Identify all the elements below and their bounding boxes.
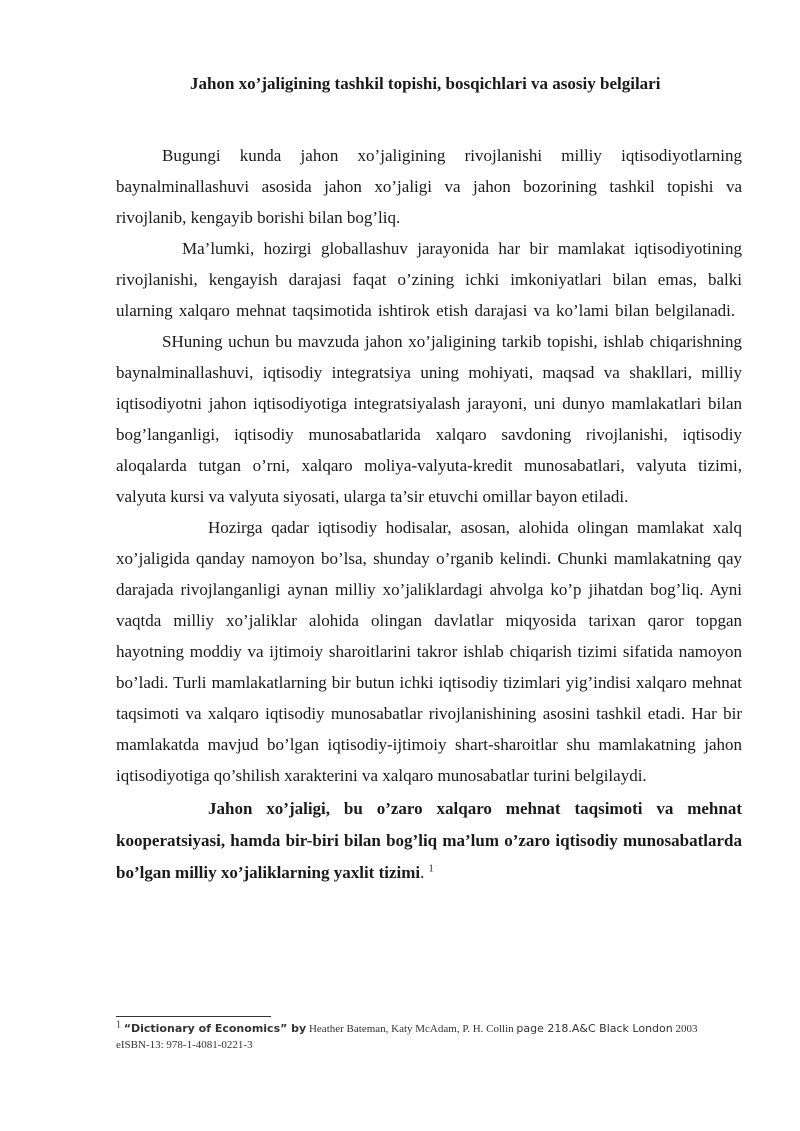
definition-text: Jahon xo’jaligi, bu o’zaro xalqaro mehnat taqsimoti va mehnat kooperatsiyasi, hamda bir-biri bilan bog’liq ma’lum o’zaro iqtisodiy munosabatlarda bo’lgan milliy xo’jaliklarning yaxlit tizimi — [116, 799, 742, 882]
footnote-year: 2003 — [675, 1023, 698, 1035]
paragraph-3: SHuning uchun bu mavzuda jahon xo’jaligining tarkib topishi, ishlab chiqarishning baynalminallashuvi, iqtisodiy integratsiya uning mohiyati, maqsad va shakllari, milliy iqtisodiyotni jahon iqtisodiyotiga integratsiyalash jarayoni, uni dunyo mamlakatlari bilan bog’langanligi, iqtisodiy munosabatlarida xalqaro savdoning rivojlanishi, iqtisodiy aloqalarda tutgan o’rni, xalqaro moliya-valyuta-kredit munosabatlari, valyuta tizimi, valyuta kursi va valyuta siyosati, ularga ta’sir etuvchi omillar bayon etiladi. — [116, 332, 742, 506]
paragraph-2: Ma’lumki, hozirgi globallashuv jarayonida har bir mamlakat iqtisodiyotining rivojlanishi, kengayish darajasi faqat o’zining ichki imkoniyatlari bilan emas, balki ularning xalqaro mehnat taqsimotida ishtirok etish darajasi va ko’lami bilan belgilanadi. — [116, 239, 742, 320]
document-body — [116, 140, 742, 889]
paragraph-4: Hozirga qadar iqtisodiy hodisalar, asosan, alohida olingan mamlakat xalq xo’jaligida qanday namoyon bo’lsa, shunday o’rganib kelindi. Chunki mamlakatning qay darajada rivojlanganligi aynan milliy xo’jaliklardagi ahvolga ko’p jihatdan bog’liq. Ayni vaqtda milliy xo’jaliklar alohida olingan davlatlar miqyosida tarixan qaror topgan hayotning moddiy va ijtimoiy sharoitlarini takror ishlab chiqarish tizimi sifatida namoyon bo’ladi. Turli mamlakatlarning bir butun ichki iqtisodiy tizimlari yig’indisi xalqaro mehnat taqsimoti va xalqaro iqtisodiy munosabatlar rivojlanishining asosini tashkil etadi. Har bir mamlakatda mavjud bo’lgan iqtisodiy-ijtimoiy shart-sharoitlar shu mamlakatning jahon iqtisodiyotiga qo’shilish xarakterini va xalqaro munosabatlar turini belgilaydi. — [116, 518, 742, 785]
document-title: Jahon xo’jaligining tashkil topishi, bosqichlari va asosiy belgilari — [190, 74, 661, 93]
footnote-number: 1 — [116, 1019, 121, 1031]
footnote-divider — [116, 1016, 271, 1017]
footnote-details: page 218.A&C Black London — [516, 1022, 673, 1035]
footnote-authors: Heather Bateman, Katy McAdam, P. H. Collin — [308, 1023, 514, 1035]
definition-end: . — [420, 863, 425, 882]
footnote-source-title: “Dictionary of Economics” by — [123, 1022, 307, 1035]
definition-paragraph — [116, 793, 742, 889]
footnote-reference[interactable]: 1 — [428, 863, 434, 875]
footnote-isbn: eISBN-13: 978-1-4081-0221-3 — [116, 1039, 253, 1051]
paragraph-1: Bugungi kunda jahon xo’jaligining rivojlanishi milliy iqtisodiyotlarning baynalminallashuvi asosida jahon xo’jaligi va jahon bozorining tashkil topishi va rivojlanib, kengayib borishi bilan bog’liq. — [116, 146, 742, 227]
footnote — [116, 1021, 756, 1053]
